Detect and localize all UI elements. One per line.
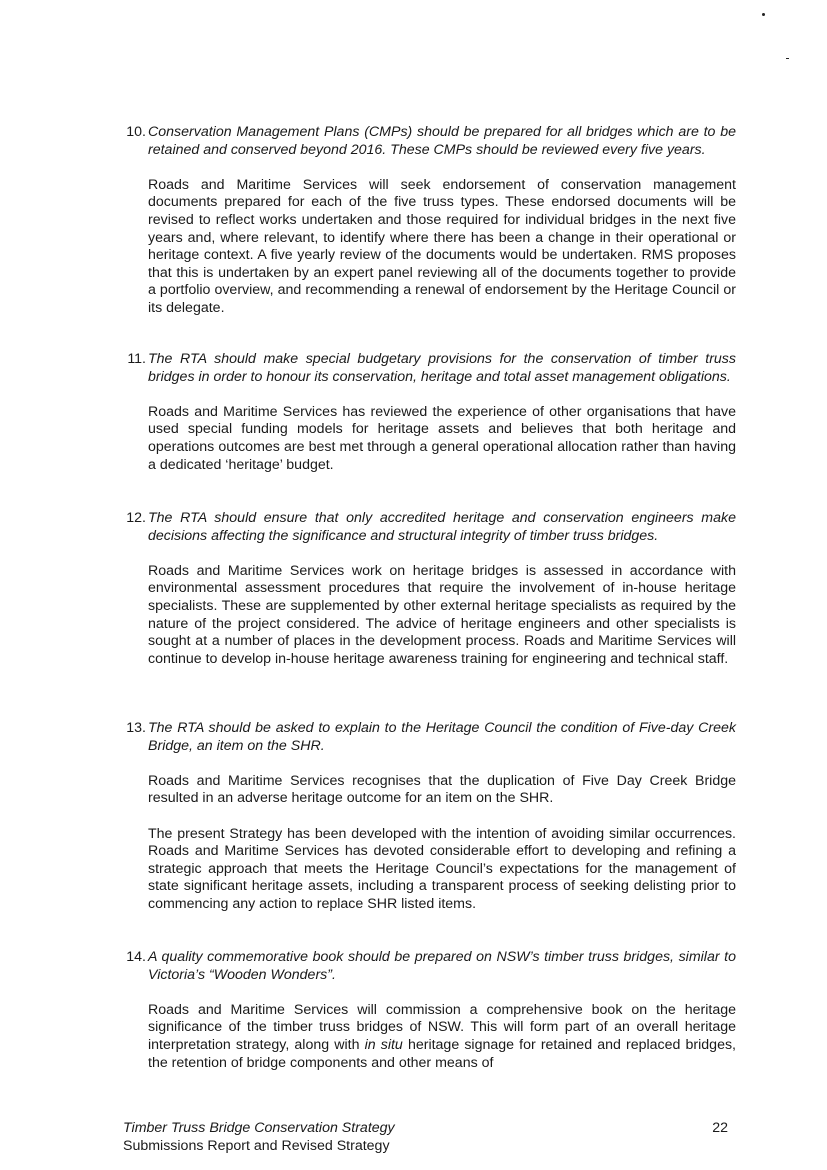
recommendation-text: The RTA should ensure that only accredited heritage and conservation engineers make decisions affecting the significance and structural integrity of timber truss bridges. bbox=[148, 510, 736, 544]
footer-document-title: Timber Truss Bridge Conservation Strategy bbox=[123, 1120, 395, 1136]
response-paragraph: Roads and Maritime Services recognises that the duplication of Five Day Creek Bridge resulted in an adverse heritage outcome for an item on the SHR. bbox=[148, 772, 736, 807]
recommendation-text: A quality commemorative book should be prepared on NSW’s timber truss bridges, similar to Victoria’s “Wooden Wonders”. bbox=[148, 949, 736, 983]
response-paragraph: Roads and Maritime Services work on heritage bridges is assessed in accordance with environmental assessment procedures that require the involvement of in-house heritage specialists. These are supplemented by other external heritage specialists as required by the nature of the project considered. The advice of heritage engineers and other specialists is sought at a number of places in the development process. Roads and Maritime Services will continue to develop in-house heritage awareness training for engineering and technical staff. bbox=[148, 562, 736, 667]
recommendation-item-14 bbox=[126, 949, 736, 1072]
scan-speck bbox=[762, 13, 765, 16]
page-footer bbox=[123, 1120, 728, 1155]
item-number: 13. bbox=[126, 720, 146, 736]
item-number: 12. bbox=[126, 510, 146, 526]
recommendation-text: The RTA should make special budgetary provisions for the conservation of timber truss bridges in order to honour its conservation, heritage and total asset management obligations. bbox=[148, 351, 736, 385]
page-number: 22 bbox=[712, 1120, 728, 1136]
response-text: Roads and Maritime Services will commission a comprehensive book on the heritage significance of the timber truss bridges of NSW. This will form part of an overall heritage interpretation strategy, along with bbox=[148, 1001, 736, 1053]
recommendation-text: Conservation Management Plans (CMPs) should be prepared for all bridges which are to be retained and conserved beyond 2016. These CMPs should be reviewed every five years. bbox=[148, 124, 736, 158]
item-number: 11. bbox=[127, 351, 146, 367]
recommendation-item-12 bbox=[126, 510, 736, 668]
response-paragraph bbox=[148, 1002, 736, 1072]
emphasis-text: in situ bbox=[364, 1036, 403, 1053]
item-number: 14. bbox=[126, 949, 146, 965]
recommendation-text: The RTA should be asked to explain to the Heritage Council the condition of Five-day Creek Bridge, an item on the SHR. bbox=[148, 720, 736, 754]
response-paragraph: Roads and Maritime Services has reviewed the experience of other organisations that have used special funding models for heritage assets and believes that both heritage and operations outcomes are best met through a general operational allocation rather than having a dedicated ‘heritage’ budget. bbox=[148, 403, 736, 473]
response-paragraph: The present Strategy has been developed with the intention of avoiding similar occurrences. Roads and Maritime Services has devoted considerable effort to developing and refining a strategic approach that meets the Heritage Council’s expectations for the management of state significant heritage assets, including a transparent process of seeking delisting prior to commencing any action to replace SHR listed items. bbox=[148, 825, 736, 912]
scan-speck bbox=[786, 58, 789, 59]
recommendation-item-11 bbox=[127, 351, 736, 474]
item-number: 10. bbox=[126, 124, 146, 140]
recommendation-item-13 bbox=[126, 720, 736, 914]
footer-document-subtitle: Submissions Report and Revised Strategy bbox=[123, 1137, 390, 1154]
response-text: heritage signage for retained and replaced bridges, the retention of bridge components and other means of bbox=[148, 1036, 736, 1071]
response-paragraph: Roads and Maritime Services will seek endorsement of conservation management documents prepared for each of the five truss types. These endorsed documents will be revised to reflect works undertaken and those required for individual bridges in the next five years and, where relevant, to identify where there has been a change in their operational or heritage context. A five yearly review of the documents would be undertaken. RMS proposes that this is undertaken by an expert panel reviewing all of the documents together to provide a portfolio overview, and recommending a renewal of endorsement by the Heritage Council or its delegate. bbox=[148, 176, 736, 316]
recommendation-item-10 bbox=[126, 124, 736, 318]
